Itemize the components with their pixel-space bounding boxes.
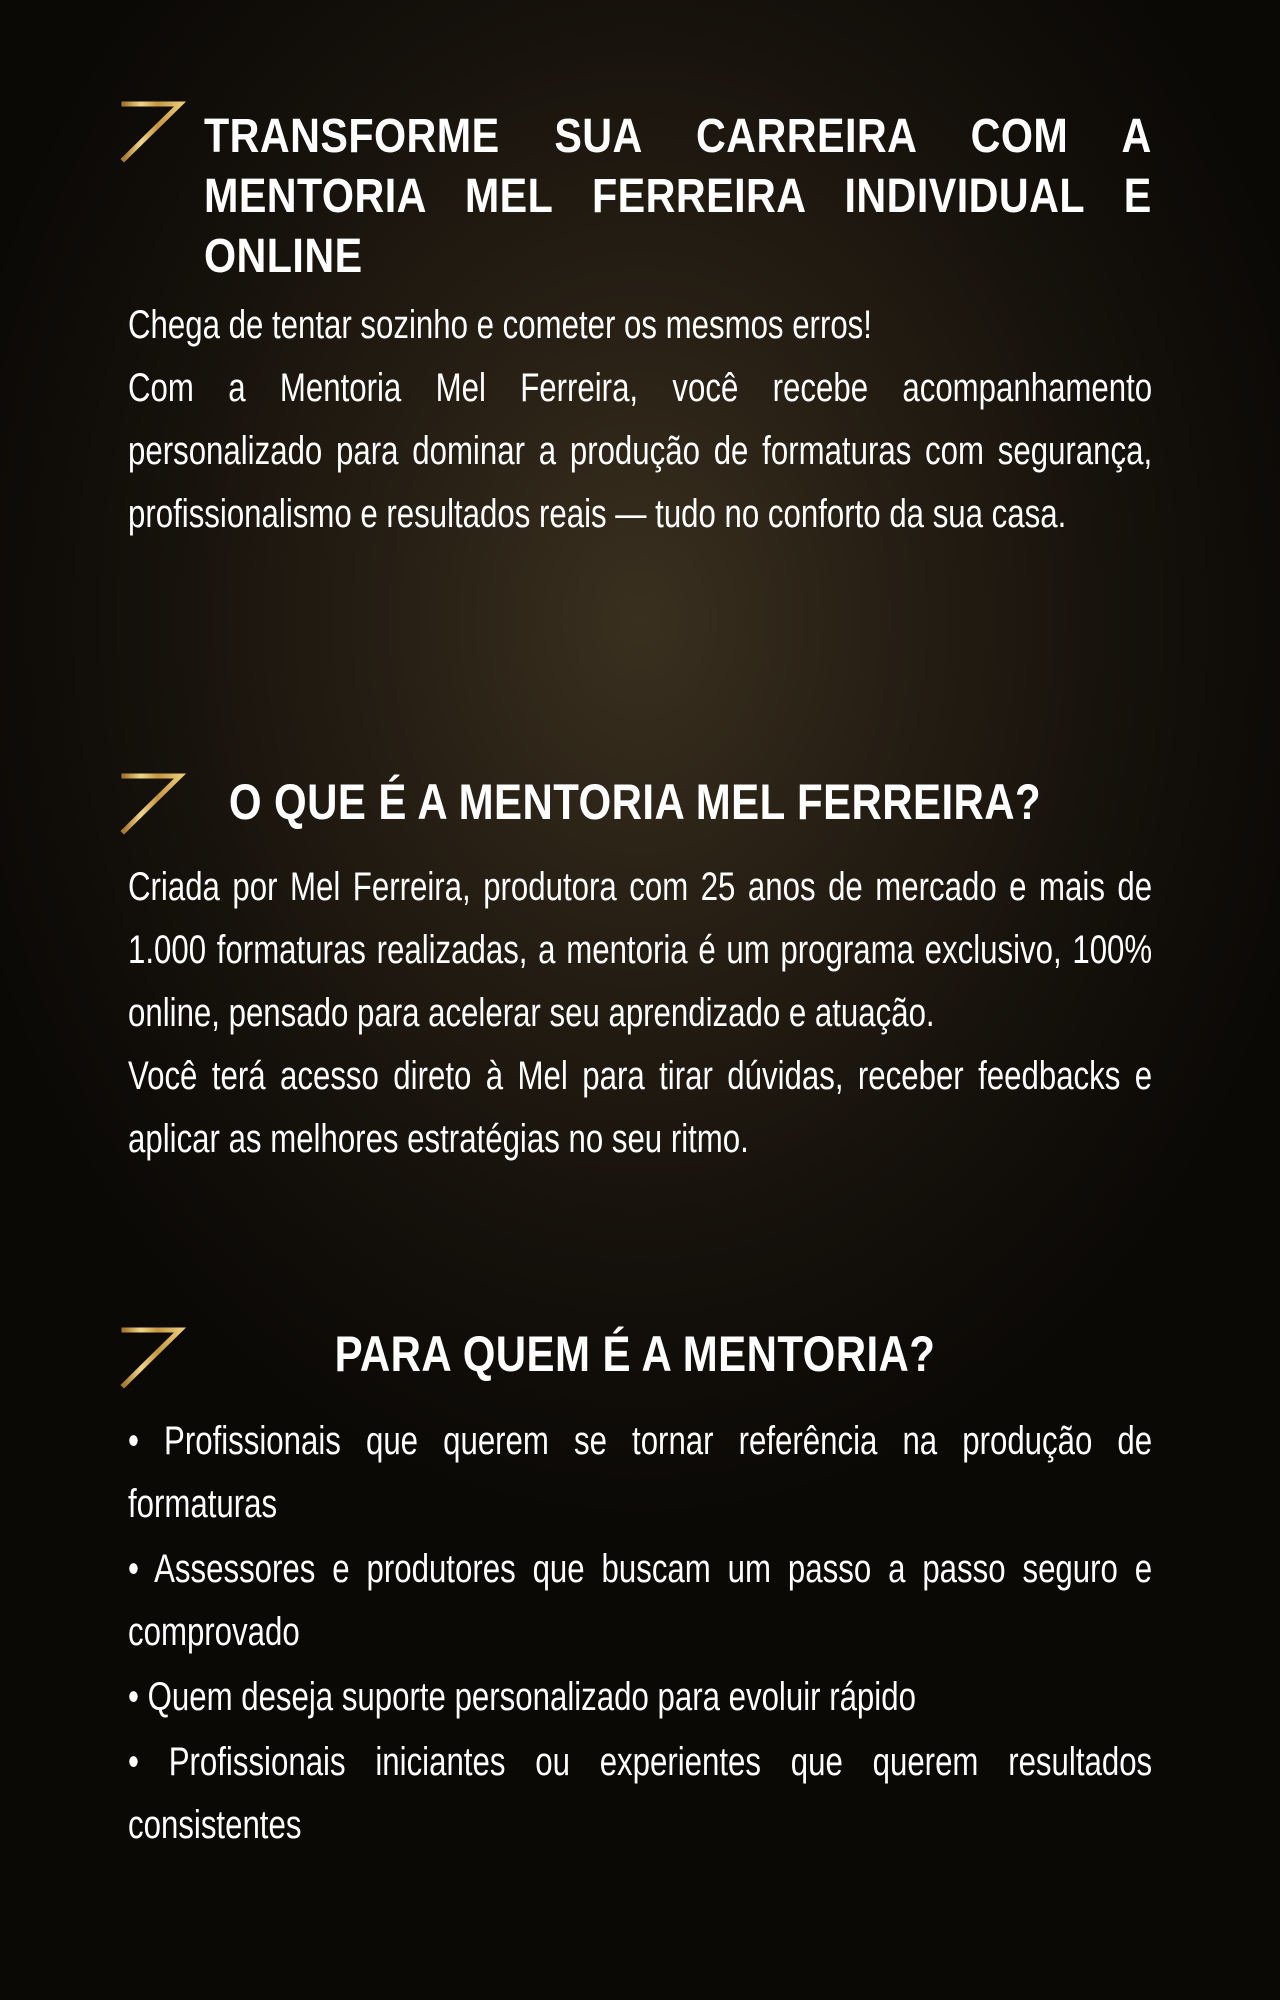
section-1-paragraph-2: Com a Mentoria Mel Ferreira, você recebe acompanhamento personalizado para dominar a produção de formaturas com segurança, profissionalismo e resultados reais — tudo no conforto da sua casa. bbox=[128, 366, 1153, 536]
list-item: • Quem deseja suporte personalizado para evoluir rápido bbox=[128, 1675, 916, 1719]
list-item: • Assessores e produtores que buscam um passo a passo seguro e comprovado bbox=[128, 1547, 1153, 1654]
section-1-paragraph-1: Chega de tentar sozinho e cometer os mesmos erros! bbox=[128, 303, 872, 347]
section-1-body bbox=[128, 294, 1152, 546]
section-2-body bbox=[128, 856, 1152, 1171]
section-who-is-it-for bbox=[0, 1260, 1280, 1960]
list-item: • Profissionais iniciantes ou experientes que querem resultados consistentes bbox=[128, 1740, 1153, 1847]
section-transform-career bbox=[0, 0, 1280, 690]
section-2-paragraph-2: Você terá acesso direto à Mel para tirar dúvidas, receber feedbacks e aplicar as melhores estratégias no seu ritmo. bbox=[128, 1054, 1153, 1161]
section-1-heading: TRANSFORME SUA CARREIRA COM A MENTORIA MEL FERREIRA INDIVIDUAL E ONLINE bbox=[204, 110, 1152, 283]
audience-list bbox=[128, 1410, 1152, 1857]
section-3-heading: PARA QUEM É A MENTORIA? bbox=[334, 1326, 936, 1382]
section-2-heading: O QUE É A MENTORIA MEL FERREIRA? bbox=[228, 774, 1042, 830]
list-item: • Profissionais que querem se tornar referência na produção de formaturas bbox=[128, 1419, 1153, 1526]
section-what-is-mentoring bbox=[0, 706, 1280, 1226]
section-3-body bbox=[128, 1410, 1152, 1859]
section-2-paragraph-1: Criada por Mel Ferreira, produtora com 25 anos de mercado e mais de 1.000 formaturas realizadas, a mentoria é um programa exclusivo, 100% online, pensado para acelerar seu aprendizado e atuação. bbox=[128, 865, 1153, 1035]
